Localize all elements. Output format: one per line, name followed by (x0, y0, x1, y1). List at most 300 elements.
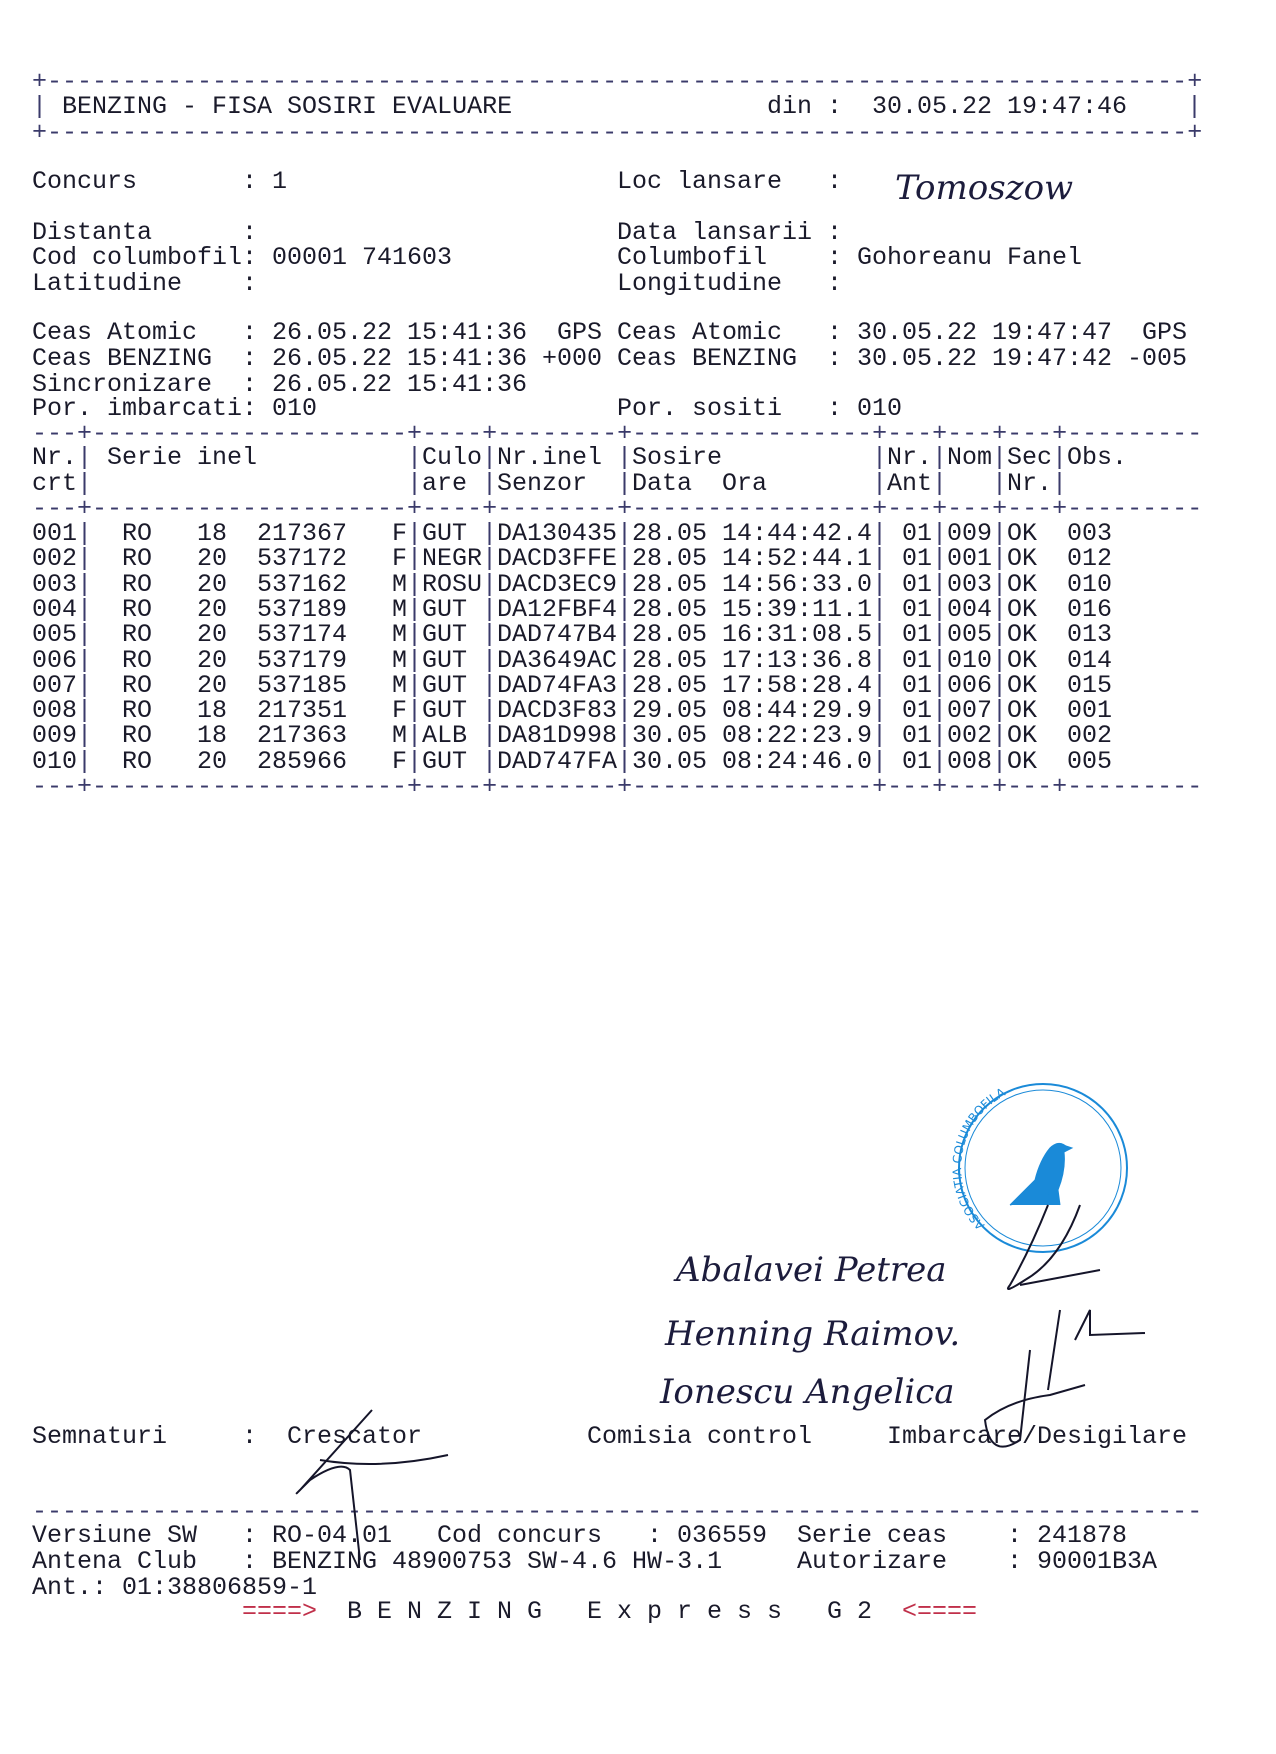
brand-express: E x p r e s s (587, 1597, 783, 1626)
info-colon: : (242, 269, 258, 298)
cell-nom: 010 (947, 645, 993, 675)
column-separator: | (617, 469, 633, 498)
cell-nom: 003 (947, 569, 993, 599)
clock-colon: : (242, 370, 258, 399)
cell-nom: 002 (947, 721, 993, 751)
cell-sensor: DA130435 (497, 519, 618, 548)
column-separator: | (932, 620, 948, 650)
cell-sex: M (392, 594, 408, 624)
cell-nr: 001 (32, 519, 78, 548)
cell-ant: 01 (902, 696, 933, 726)
date-value: 30.05.22 19:47:46 (872, 92, 1128, 121)
cell-nr: 004 (32, 594, 78, 624)
colon: : (1007, 1547, 1023, 1576)
cell-sex: M (392, 645, 408, 675)
cell-date: 28.05 (632, 670, 708, 700)
column-separator: | (407, 594, 423, 624)
column-separator: | (77, 569, 93, 599)
cell-sec: OK (1007, 670, 1038, 700)
cell-time: 08:22:23.9 (722, 721, 873, 751)
column-separator: | (992, 469, 1008, 498)
column-separator: | (992, 696, 1008, 726)
column-separator: | (932, 519, 948, 548)
cell-nr: 002 (32, 544, 78, 574)
column-separator: | (77, 620, 93, 650)
column-header-culoare: are (422, 469, 468, 498)
cell-ring: 537162 (257, 569, 348, 599)
clock-colon: : (242, 318, 258, 347)
colon: : (1007, 1521, 1023, 1550)
cell-sec: OK (1007, 645, 1038, 675)
cell-nr: 010 (32, 746, 78, 776)
column-separator: | (407, 721, 423, 751)
info-value: Gohoreanu Fanel (857, 243, 1083, 272)
ant-value: 01:38806859-1 (122, 1573, 318, 1602)
column-separator: | (617, 645, 633, 675)
cell-country: RO (122, 569, 153, 599)
divider: +----------------------------------------------------------------------------+ (32, 67, 1203, 96)
cell-date: 28.05 (632, 594, 708, 624)
autorizare-value: 90001B3A (1037, 1547, 1158, 1576)
column-separator: | (617, 544, 633, 574)
cell-year: 20 (197, 670, 228, 700)
divider: ---+---------------------+----+--------+----------------+---+---+---+--------- (32, 772, 1203, 801)
cell-year: 20 (197, 620, 228, 650)
column-separator: | (77, 696, 93, 726)
column-separator: | (407, 519, 423, 548)
divider: +----------------------------------------------------------------------------+ (32, 118, 1203, 147)
cell-sec: OK (1007, 721, 1038, 751)
cell-country: RO (122, 696, 153, 726)
clock-colon: : (827, 318, 843, 347)
cell-nr: 005 (32, 620, 78, 650)
colon: : (242, 1547, 258, 1576)
cell-nom: 004 (947, 594, 993, 624)
column-separator: | (932, 696, 948, 726)
cell-color: GUT (422, 696, 468, 726)
divider: ---+---------------------+----+--------+----------------+---+---+---+--------- (32, 419, 1203, 448)
cell-time: 08:24:46.0 (722, 746, 873, 776)
signatures-colon: : (242, 1422, 258, 1451)
column-separator: | (872, 670, 888, 700)
cell-date: 28.05 (632, 620, 708, 650)
column-separator: | (617, 620, 633, 650)
column-header-sosire: Sosire (632, 443, 723, 472)
clock-suffix: GPS (557, 318, 603, 347)
column-separator: | (932, 569, 948, 599)
column-separator: | (617, 519, 633, 548)
column-separator: | (482, 645, 498, 675)
versiune-value: RO-04.01 (272, 1521, 393, 1550)
column-separator: | (992, 594, 1008, 624)
cell-nom: 007 (947, 696, 993, 726)
divider: ---+---------------------+----+--------+----------------+---+---+---+--------- (32, 494, 1203, 523)
clock-suffix: +000 (542, 344, 603, 373)
cell-ring: 537172 (257, 544, 348, 574)
info-label: Loc lansare (617, 167, 783, 196)
cell-country: RO (122, 670, 153, 700)
cell-obs: 010 (1067, 569, 1113, 599)
column-separator: | (77, 519, 93, 548)
clock-label: Ceas BENZING (32, 344, 213, 373)
cell-sec: OK (1007, 519, 1038, 548)
box-edge-right: | (1187, 92, 1203, 121)
column-separator: | (482, 594, 498, 624)
cell-color: GUT (422, 519, 468, 548)
column-separator: | (482, 469, 498, 498)
cell-obs: 014 (1067, 645, 1113, 675)
clock-label: Por. imbarcati (32, 394, 243, 423)
cell-color: GUT (422, 670, 468, 700)
cell-ring: 217367 (257, 519, 348, 548)
clock-colon: : (827, 394, 843, 423)
colon: : (647, 1521, 663, 1550)
column-separator: | (932, 443, 948, 472)
arrow-right: <==== (902, 1597, 978, 1626)
column-separator: | (932, 544, 948, 574)
cell-ant: 01 (902, 645, 933, 675)
cell-ring: 537189 (257, 594, 348, 624)
cell-ring: 537179 (257, 645, 348, 675)
cell-nr: 007 (32, 670, 78, 700)
column-separator: | (482, 696, 498, 726)
cell-nr: 008 (32, 696, 78, 726)
info-label: Columbofil (617, 243, 768, 272)
column-separator: | (77, 645, 93, 675)
cell-sensor: DACD3FFE (497, 544, 618, 574)
handwritten-name: Henning Raimov. (665, 1314, 961, 1354)
column-separator: | (1052, 469, 1068, 498)
column-separator: | (872, 443, 888, 472)
cell-ant: 01 (902, 519, 933, 548)
column-header-nom: Nom (947, 443, 993, 472)
column-separator: | (932, 645, 948, 675)
column-separator: | (407, 620, 423, 650)
column-separator: | (992, 620, 1008, 650)
cell-ring: 217351 (257, 696, 348, 726)
cell-nr: 003 (32, 569, 78, 599)
cell-sec: OK (1007, 620, 1038, 650)
info-colon: : (827, 167, 843, 196)
handwritten-name: Abalavei Petrea (676, 1250, 947, 1290)
cell-ring: 537174 (257, 620, 348, 650)
signature-crescator: Crescator (287, 1422, 423, 1451)
cell-ant: 01 (902, 721, 933, 751)
divider: ------------------------------------------------------------------------------ (32, 1497, 1203, 1526)
cell-color: ROSU (422, 569, 483, 599)
column-header-obs: Obs. (1067, 443, 1128, 472)
info-label: Distanta (32, 218, 153, 247)
arrow-left: ====> (242, 1597, 318, 1626)
cell-time: 14:44:42.4 (722, 519, 873, 548)
column-separator: | (407, 670, 423, 700)
cell-color: ALB (422, 721, 468, 751)
cell-sec: OK (1007, 696, 1038, 726)
column-separator: | (992, 519, 1008, 548)
cell-time: 16:31:08.5 (722, 620, 873, 650)
cell-sex: F (392, 746, 408, 776)
cell-country: RO (122, 721, 153, 751)
column-header-ant: Nr. (887, 443, 933, 472)
loc-lansare-handwritten: Tomoszow (895, 168, 1074, 208)
cell-nom: 005 (947, 620, 993, 650)
report-title: BENZING - FISA SOSIRI EVALUARE (62, 92, 513, 121)
cell-year: 20 (197, 594, 228, 624)
cell-country: RO (122, 594, 153, 624)
cell-ring: 217363 (257, 721, 348, 751)
info-colon: : (827, 269, 843, 298)
column-separator: | (872, 645, 888, 675)
cell-date: 28.05 (632, 569, 708, 599)
cell-nr: 009 (32, 721, 78, 751)
info-colon: : (827, 243, 843, 272)
cell-time: 08:44:29.9 (722, 696, 873, 726)
cell-ant: 01 (902, 544, 933, 574)
cell-sex: M (392, 620, 408, 650)
info-colon: : (242, 218, 258, 247)
column-header-senzor: Nr.inel (497, 443, 603, 472)
column-separator: | (407, 569, 423, 599)
clock-colon: : (827, 344, 843, 373)
cell-year: 18 (197, 721, 228, 751)
column-separator: | (482, 670, 498, 700)
cell-country: RO (122, 645, 153, 675)
info-label: Concurs (32, 167, 138, 196)
column-separator: | (617, 696, 633, 726)
column-header-nr: Nr. (32, 443, 78, 472)
info-value: 1 (272, 167, 288, 196)
cell-year: 20 (197, 645, 228, 675)
versiune-label: Versiune SW (32, 1521, 198, 1550)
clock-colon: : (242, 394, 258, 423)
column-header-sec: Nr. (1007, 469, 1053, 498)
column-separator: | (932, 670, 948, 700)
column-separator: | (992, 645, 1008, 675)
cell-date: 29.05 (632, 696, 708, 726)
column-separator: | (617, 443, 633, 472)
svg-text:ASOCIATIA COLUMBOFILA: ASOCIATIA COLUMBOFILA (950, 1085, 1008, 1233)
column-separator: | (407, 469, 423, 498)
brand-benzing: B E N Z I N G (347, 1597, 543, 1626)
cell-sensor: DAD74FA3 (497, 670, 618, 700)
column-separator: | (482, 544, 498, 574)
cell-ant: 01 (902, 620, 933, 650)
column-separator: | (932, 594, 948, 624)
cell-time: 14:52:44.1 (722, 544, 873, 574)
column-separator: | (992, 746, 1008, 776)
cell-country: RO (122, 746, 153, 776)
clock-value: 30.05.22 19:47:42 (857, 344, 1113, 373)
clock-label: Ceas Atomic (617, 318, 783, 347)
cell-ant: 01 (902, 670, 933, 700)
cell-year: 18 (197, 696, 228, 726)
cell-year: 20 (197, 544, 228, 574)
cell-sensor: DACD3EC9 (497, 569, 618, 599)
clock-value: 30.05.22 19:47:47 (857, 318, 1113, 347)
cell-sensor: DA3649AC (497, 645, 618, 675)
clock-label: Sincronizare (32, 370, 213, 399)
column-separator: | (482, 443, 498, 472)
info-colon: : (242, 243, 258, 272)
cell-color: GUT (422, 620, 468, 650)
column-separator: | (992, 443, 1008, 472)
column-separator: | (407, 544, 423, 574)
cell-time: 17:58:28.4 (722, 670, 873, 700)
column-header-ant: Ant (887, 469, 933, 498)
date-label: din : (767, 92, 843, 121)
colon: : (242, 1521, 258, 1550)
cell-sex: F (392, 696, 408, 726)
clock-suffix: GPS (1142, 318, 1188, 347)
antena-value: BENZING 48900753 SW-4.6 HW-3.1 (272, 1547, 723, 1576)
column-separator: | (1052, 443, 1068, 472)
cell-time: 15:39:11.1 (722, 594, 873, 624)
column-separator: | (872, 746, 888, 776)
cell-year: 20 (197, 569, 228, 599)
info-colon: : (242, 167, 258, 196)
column-separator: | (617, 569, 633, 599)
column-separator: | (77, 469, 93, 498)
clock-label: Por. sositi (617, 394, 783, 423)
signature-imbarcare: Imbarcare/Desigilare (887, 1422, 1188, 1451)
column-separator: | (932, 746, 948, 776)
column-header-serie: Serie inel (107, 443, 258, 472)
cell-sec: OK (1007, 594, 1038, 624)
clock-value: 26.05.22 15:41:36 (272, 318, 528, 347)
cell-obs: 016 (1067, 594, 1113, 624)
column-header-senzor: Senzor (497, 469, 588, 498)
column-separator: | (872, 469, 888, 498)
column-separator: | (77, 544, 93, 574)
column-separator: | (407, 746, 423, 776)
cell-year: 20 (197, 746, 228, 776)
column-separator: | (77, 721, 93, 751)
column-separator: | (482, 721, 498, 751)
cell-ring: 537185 (257, 670, 348, 700)
cell-obs: 013 (1067, 620, 1113, 650)
signature-strokes (297, 1205, 1145, 1560)
cell-country: RO (122, 544, 153, 574)
cell-sex: M (392, 721, 408, 751)
cell-sec: OK (1007, 544, 1038, 574)
cell-sensor: DACD3F83 (497, 696, 618, 726)
column-separator: | (872, 519, 888, 548)
cell-sec: OK (1007, 569, 1038, 599)
column-separator: | (872, 594, 888, 624)
cell-year: 18 (197, 519, 228, 548)
cell-nom: 008 (947, 746, 993, 776)
column-separator: | (617, 670, 633, 700)
clock-label: Ceas BENZING (617, 344, 798, 373)
clock-value: 26.05.22 15:41:36 (272, 370, 528, 399)
cell-ant: 01 (902, 746, 933, 776)
info-label: Cod columbofil (32, 243, 243, 272)
cell-sec: OK (1007, 746, 1038, 776)
clock-label: Ceas Atomic (32, 318, 198, 347)
cell-time: 14:56:33.0 (722, 569, 873, 599)
cell-obs: 003 (1067, 519, 1113, 548)
ant-label: Ant.: (32, 1573, 108, 1602)
cell-color: NEGR (422, 544, 483, 574)
column-separator: | (617, 721, 633, 751)
serie-ceas-value: 241878 (1037, 1521, 1128, 1550)
column-separator: | (407, 696, 423, 726)
box-edge-left: | (32, 92, 48, 121)
cell-sensor: DAD747B4 (497, 620, 618, 650)
column-separator: | (872, 569, 888, 599)
cell-date: 28.05 (632, 519, 708, 548)
pigeon-icon (1010, 1143, 1072, 1205)
info-label: Longitudine (617, 269, 783, 298)
cell-sex: M (392, 569, 408, 599)
column-separator: | (992, 670, 1008, 700)
cell-date: 30.05 (632, 746, 708, 776)
column-separator: | (482, 569, 498, 599)
column-separator: | (872, 721, 888, 751)
cell-country: RO (122, 620, 153, 650)
cell-obs: 001 (1067, 696, 1113, 726)
column-header-nr: crt (32, 469, 78, 498)
cell-sensor: DA81D998 (497, 721, 618, 751)
info-value: 00001 741603 (272, 243, 453, 272)
column-separator: | (992, 544, 1008, 574)
clock-suffix: -005 (1127, 344, 1188, 373)
serie-ceas-label: Serie ceas (797, 1521, 948, 1550)
signatures-label: Semnaturi (32, 1422, 168, 1451)
cell-ant: 01 (902, 569, 933, 599)
cell-color: GUT (422, 645, 468, 675)
cell-sex: F (392, 519, 408, 548)
column-separator: | (872, 620, 888, 650)
column-header-sosire: Data Ora (632, 469, 768, 498)
cell-obs: 012 (1067, 544, 1113, 574)
cell-sex: M (392, 670, 408, 700)
info-colon: : (827, 218, 843, 247)
handwritten-name: Ionescu Angelica (660, 1372, 955, 1412)
column-separator: | (617, 594, 633, 624)
column-separator: | (932, 469, 948, 498)
clock-colon: : (242, 344, 258, 373)
autorizare-label: Autorizare (797, 1547, 948, 1576)
column-separator: | (992, 721, 1008, 751)
cell-nr: 006 (32, 645, 78, 675)
column-separator: | (77, 594, 93, 624)
column-separator: | (872, 696, 888, 726)
cod-concurs-value: 036559 (677, 1521, 768, 1550)
column-header-culoare: Culo (422, 443, 483, 472)
clock-value: 010 (857, 394, 903, 423)
info-label: Latitudine (32, 269, 183, 298)
cell-obs: 005 (1067, 746, 1113, 776)
cell-ring: 285966 (257, 746, 348, 776)
column-separator: | (872, 544, 888, 574)
column-separator: | (617, 746, 633, 776)
column-separator: | (482, 620, 498, 650)
cell-time: 17:13:36.8 (722, 645, 873, 675)
cell-color: GUT (422, 594, 468, 624)
cell-nom: 001 (947, 544, 993, 574)
cell-nom: 009 (947, 519, 993, 548)
info-label: Data lansarii (617, 218, 813, 247)
cell-date: 28.05 (632, 544, 708, 574)
antena-label: Antena Club (32, 1547, 198, 1576)
cell-obs: 015 (1067, 670, 1113, 700)
cod-concurs-label: Cod concurs (437, 1521, 603, 1550)
cell-ant: 01 (902, 594, 933, 624)
cell-nom: 006 (947, 670, 993, 700)
cell-sex: F (392, 544, 408, 574)
cell-sensor: DA12FBF4 (497, 594, 618, 624)
